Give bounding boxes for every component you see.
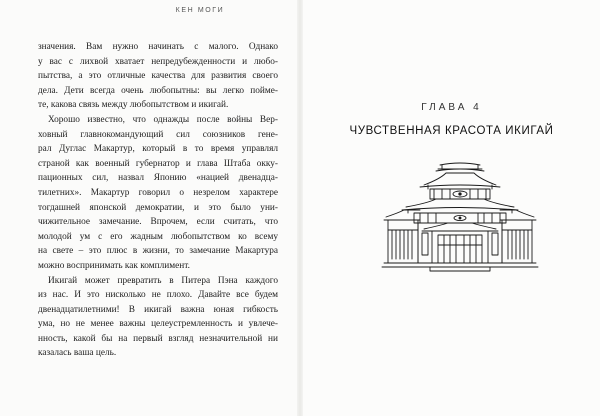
chapter-label: ГЛАВА 4 xyxy=(421,102,482,113)
text-line: нность, какой бы на первый взгляд незначительной ни xyxy=(38,333,278,344)
text-line: Хорошо известно, что однажды после войны Вер- xyxy=(48,114,278,125)
text-line: тилетних». Макартур говорил о незрелом характере xyxy=(38,187,278,198)
text-line: чижительное замечание. Впрочем, если считать, что xyxy=(38,217,278,228)
text-line: молодой ум с его жадным любопытством ко всему xyxy=(38,231,278,242)
text-line: страной как военный губернатор и глава Штаба окку- xyxy=(38,158,278,169)
text-line: ховный главнокомандующий сил союзников гене- xyxy=(38,129,278,140)
text-line: пытства, а это отличные качества для развития своего xyxy=(38,71,278,82)
chapter-title: ЧУВСТВЕННАЯ КРАСОТА ИКИГАЙ xyxy=(349,125,554,137)
text-line: двенадцатилетними! В икигай важна юная гибкость xyxy=(38,304,278,315)
text-line: Икигай может превратить в Питера Пэна каждого xyxy=(48,275,278,286)
body-paragraph xyxy=(38,40,278,113)
text-line: казалась ваша цель. xyxy=(38,348,117,359)
text-line: тогдашней японской демократии, и это было уни- xyxy=(38,202,278,213)
body-paragraph xyxy=(38,274,278,362)
text-line: ума, но не менее важны целеустремленность и увлече- xyxy=(38,319,278,330)
text-line: дела. Дети всегда очень любопытны: вы легко пойме- xyxy=(38,85,278,96)
text-line: можно воспринимать как комплимент. xyxy=(38,260,190,271)
text-line: значения. Вам нужно начинать с малого. Однако xyxy=(38,42,278,52)
text-line: рал Дуглас Макартур, который в то время управлял xyxy=(38,144,278,155)
left-page-body-text xyxy=(38,40,278,361)
body-paragraph xyxy=(38,113,278,274)
temple-gate-illustration xyxy=(380,155,540,275)
text-line: у вас с лихвой хватает непредубежденности и любо- xyxy=(38,56,278,67)
running-head: КЕН МОГИ xyxy=(175,7,225,14)
text-line: те, какова связь между любопытством и икигай. xyxy=(38,100,229,111)
text-line: из нас. И это нисколько не плохо. Давайте все будем xyxy=(38,290,278,301)
text-line: на свете – это плюс в жизни, то замечание Макартура xyxy=(38,246,278,257)
text-line: пационных сил, назвал Японию «нацией двенадца- xyxy=(38,173,278,184)
